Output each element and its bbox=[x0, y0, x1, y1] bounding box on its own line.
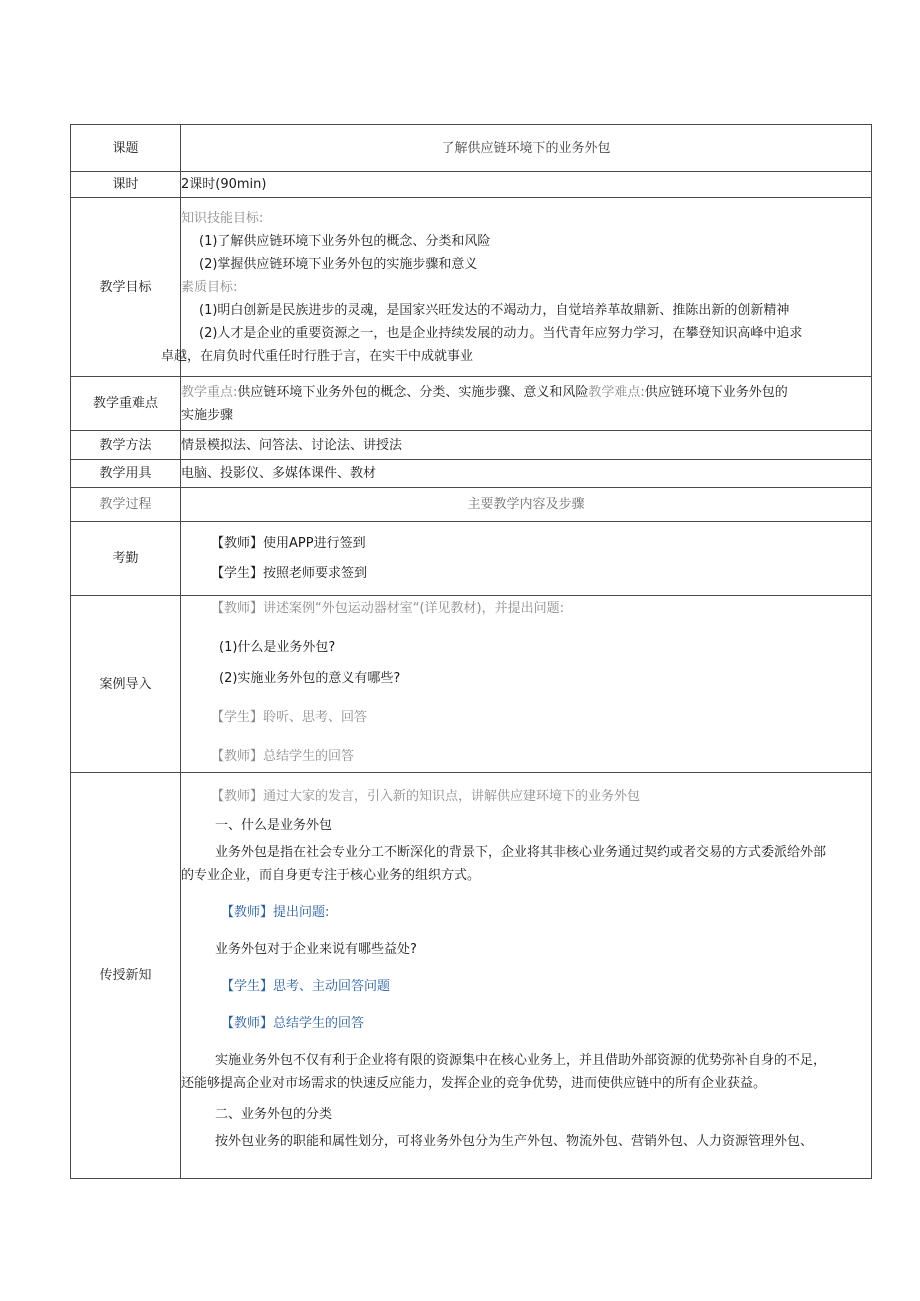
quality-item-2b: 卓越，在肩负时代重任时行胜于言，在实干中成就事业 bbox=[161, 348, 474, 364]
attendance-label: 考勤 bbox=[71, 522, 181, 596]
key-tag: 教学重点: bbox=[181, 384, 238, 400]
row-process-header bbox=[71, 488, 872, 522]
objectives-content bbox=[161, 198, 872, 377]
paragraph-1b: 的专业企业，而自身更专注于核心业务的组织方式。 bbox=[181, 868, 481, 883]
hours-label: 课时 bbox=[71, 172, 181, 198]
topic-label: 课题 bbox=[71, 125, 181, 172]
key-text: 供应链环境下业务外包的概念、分类、实施步骤、意义和风险 bbox=[237, 384, 589, 400]
question-text: 业务外包对于企业来说有哪些益处? bbox=[215, 942, 417, 957]
case-content bbox=[181, 596, 872, 773]
knowledge-item: (2)掌握供应链环境下业务外包的实施步骤和意义 bbox=[199, 256, 478, 272]
hours-value: 2课时(90min) bbox=[181, 172, 872, 198]
focus-content bbox=[181, 377, 872, 431]
difficulty-text: 供应链环境下业务外包的 bbox=[644, 384, 788, 400]
row-hours bbox=[71, 172, 872, 198]
tools-value: 电脑、投影仪、多媒体课件、教材 bbox=[181, 460, 872, 488]
row-tools bbox=[71, 460, 872, 488]
section-heading-2: 二、业务外包的分类 bbox=[215, 1107, 333, 1122]
focus-label: 教学重难点 bbox=[71, 377, 181, 431]
process-label: 教学过程 bbox=[71, 488, 181, 522]
paragraph-2b: 还能够提高企业对市场需求的快速反应能力，发挥企业的竞争优势，进而使供应链中的所有企业获益。 bbox=[181, 1076, 767, 1091]
row-teach bbox=[71, 773, 872, 1179]
method-label: 教学方法 bbox=[71, 431, 181, 460]
case-question-1: (1)什么是业务外包? bbox=[219, 640, 336, 655]
teach-label: 传授新知 bbox=[71, 773, 181, 1179]
attendance-teacher: 【教师】使用APP进行签到 bbox=[211, 535, 366, 551]
row-objectives bbox=[71, 198, 872, 377]
quality-item-1: (1)明白创新是民族进步的灵魂，是国家兴旺发达的不竭动力，自觉培养革故鼎新、推陈出新的创新精神 bbox=[199, 302, 790, 318]
row-case bbox=[71, 596, 872, 773]
case-teacher-intro: 【教师】讲述案例“外包运动器材室“(详见教材)，并提出问题: bbox=[211, 601, 564, 616]
quality-item-2a: (2)人才是企业的重要资源之一，也是企业持续发展的动力。当代青年应努力学习，在攀登知识高峰中追求 bbox=[199, 325, 803, 341]
row-topic bbox=[71, 125, 872, 172]
tools-label: 教学用具 bbox=[71, 460, 181, 488]
row-focus bbox=[71, 377, 872, 431]
teacher-summary: 【教师】总结学生的回答 bbox=[221, 1016, 365, 1031]
knowledge-title: 知识技能目标: bbox=[181, 210, 264, 226]
student-answer: 【学生】思考、主动回答问题 bbox=[221, 979, 391, 994]
teacher-question-tag: 【教师】提出问题: bbox=[221, 905, 330, 920]
paragraph-1a: 业务外包是指在社会专业分工不断深化的背景下，企业将其非核心业务通过契约或者交易的方式委派给外部 bbox=[215, 845, 827, 860]
section-heading-1: 一、什么是业务外包 bbox=[215, 818, 333, 833]
attendance-student: 【学生】按照老师要求签到 bbox=[211, 565, 368, 581]
case-student: 【学生】聆听、思考、回答 bbox=[211, 710, 368, 725]
method-value: 情景模拟法、问答法、讨论法、讲授法 bbox=[181, 431, 872, 460]
teach-content bbox=[181, 773, 872, 1179]
case-teacher-summary: 【教师】总结学生的回答 bbox=[211, 749, 355, 764]
lesson-plan-table bbox=[70, 124, 872, 1179]
row-method bbox=[71, 431, 872, 460]
process-content-header: 主要教学内容及步骤 bbox=[181, 488, 872, 522]
difficulty-text-2: 实施步骤 bbox=[181, 407, 234, 423]
knowledge-item: (1)了解供应链环境下业务外包的概念、分类和风险 bbox=[199, 233, 491, 249]
paragraph-2a: 实施业务外包不仅有利于企业将有限的资源集中在核心业务上，并且借助外部资源的优势弥补自身的不足， bbox=[215, 1053, 827, 1068]
case-question-2: (2)实施业务外包的意义有哪些? bbox=[219, 671, 401, 686]
case-label: 案例导入 bbox=[71, 596, 181, 773]
lesson-title: 了解供应链环境下的业务外包 bbox=[181, 125, 872, 172]
quality-title: 素质目标: bbox=[181, 279, 238, 295]
teach-intro: 【教师】通过大家的发言，引入新的知识点，讲解供应建环境下的业务外包 bbox=[211, 789, 641, 804]
objectives-label: 教学目标 bbox=[71, 198, 181, 377]
paragraph-3: 按外包业务的职能和属性划分，可将业务外包分为生产外包、物流外包、营销外包、人力资源管理外包、 bbox=[215, 1134, 814, 1149]
attendance-content bbox=[181, 522, 872, 596]
row-attendance bbox=[71, 522, 872, 596]
difficulty-tag: 教学难点: bbox=[588, 384, 645, 400]
